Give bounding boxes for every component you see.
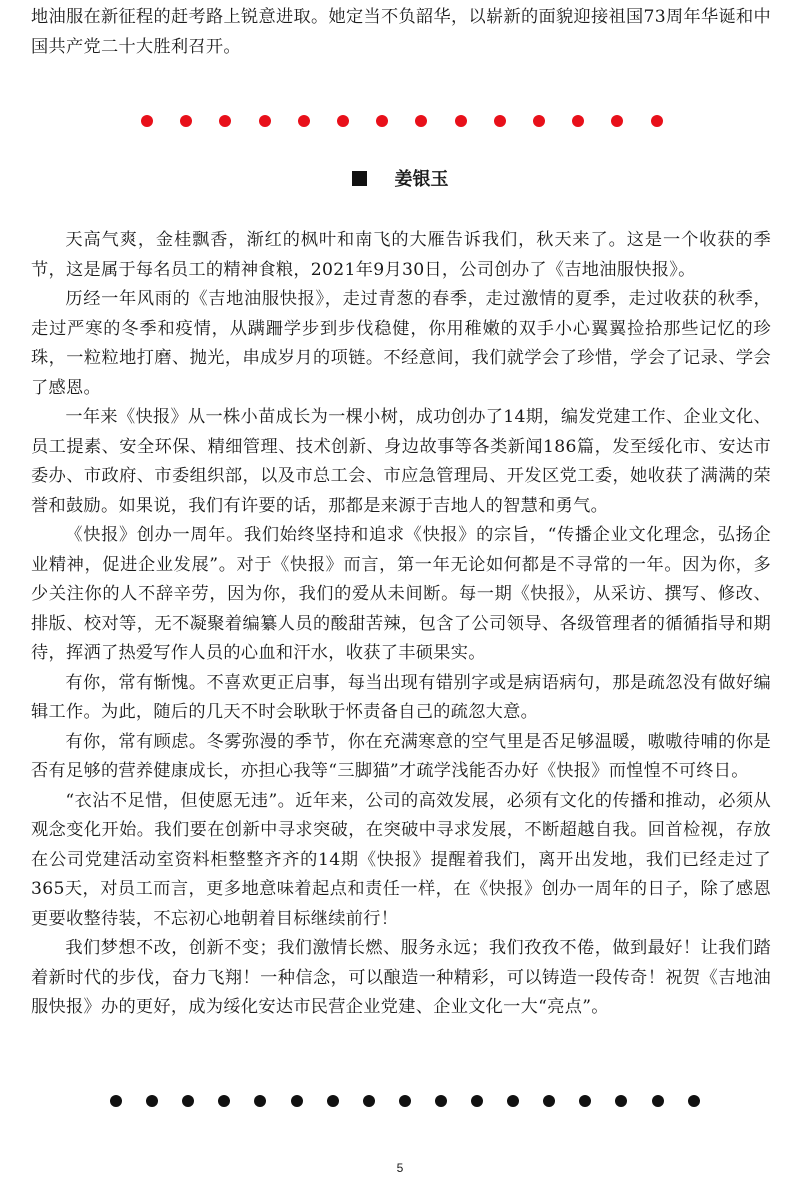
paragraph-3: 一年来《快报》从一株小苗成长为一棵小树，成功创办了14期，编发党建工作、企业文化、员工提素、安全环保、精细管理、技术创新、身边故事等各类新闻186篇，发至绥化市、安达市委办、市政府、市委组织部，以及市总工会、市应急管理局、开发区党工委，她收获了满满的荣誉和鼓励。如果说，我们有许要的话，那都是来源于吉地人的智慧和勇气。 bbox=[31, 407, 771, 516]
divider-dot-icon bbox=[494, 115, 506, 127]
author-heading bbox=[0, 166, 800, 194]
square-bullet-icon bbox=[352, 171, 367, 186]
divider-dot-icon bbox=[254, 1095, 266, 1107]
divider-top bbox=[0, 115, 800, 129]
paragraph-4: 《快报》创办一周年。我们始终坚持和追求《快报》的宗旨，“传播企业文化理念，弘扬企业精神，促进企业发展”。对于《快报》而言，第一年无论如何都是不寻常的一年。因为你，多少关注你的人不辞辛劳，因为你，我们的爱从未间断。每一期《快报》，从采访、撰写、修改、排版、校对等，无不凝聚着编纂人员的酸甜苦辣，包含了公司领导、各级管理者的循循指导和期待，挥洒了热爱写作人员的心血和汗水，收获了丰硕果实。 bbox=[31, 525, 771, 663]
divider-dot-icon bbox=[182, 1095, 194, 1107]
page-number: 5 bbox=[396, 1161, 404, 1175]
divider-dot-icon bbox=[363, 1095, 375, 1107]
article-body bbox=[0, 226, 800, 1023]
divider-dot-icon bbox=[146, 1095, 158, 1107]
author-name: 姜银玉 bbox=[394, 169, 449, 190]
paragraph-7: “衣沾不足惜，但使愿无违”。近年来，公司的高效发展，必须有文化的传播和推动，必须从观念变化开始。我们要在创新中寻求突破，在突破中寻求发展，不断超越自我。回首检视，存放在公司党建活动室资料柜整整齐齐的14期《快报》提醒着我们，离开出发地，我们已经走过了365天，对员工而言，更多地意味着起点和责任一样，在《快报》创办一周年的日子，除了感恩更要收整待装，不忘初心地朝着目标继续前行！ bbox=[31, 790, 771, 929]
divider-dot-icon bbox=[688, 1095, 700, 1107]
divider-dot-icon bbox=[218, 1095, 230, 1107]
intro-paragraph: 地油服在新征程的赶考路上锐意进取。她定当不负韶华，以崭新的面貌迎接祖国73周年华诞和中国共产党二十大胜利召开。 bbox=[31, 7, 771, 57]
divider-dot-icon bbox=[399, 1095, 411, 1107]
divider-dot-icon bbox=[327, 1095, 339, 1107]
divider-dot-icon bbox=[455, 115, 467, 127]
divider-dot-icon bbox=[337, 115, 349, 127]
divider-dot-icon bbox=[507, 1095, 519, 1107]
divider-dot-icon bbox=[611, 115, 623, 127]
divider-dot-icon bbox=[110, 1095, 122, 1107]
divider-dot-icon bbox=[579, 1095, 591, 1107]
divider-dot-icon bbox=[298, 115, 310, 127]
divider-dot-icon bbox=[141, 115, 153, 127]
paragraph-2: 历经一年风雨的《吉地油服快报》，走过青葱的春季，走过激情的夏季，走过收获的秋季，走过严寒的冬季和疫情，从蹒跚学步到步伐稳健，你用稚嫩的双手小心翼翼捡拾那些记忆的珍珠，一粒粒地打磨、抛光，串成岁月的项链。不经意间，我们就学会了珍惜，学会了记录、学会了感恩。 bbox=[31, 289, 771, 398]
paragraph-8: 我们梦想不改，创新不变；我们激情长燃、服务永远；我们孜孜不倦，做到最好！让我们踏着新时代的步伐，奋力飞翔！一种信念，可以酿造一种精彩，可以铸造一段传奇！祝贺《吉地油服快报》办的更好，成为绥化安达市民营企业党建、企业文化一大“亮点”。 bbox=[31, 938, 771, 1017]
paragraph-1: 天高气爽，金桂飘香，渐红的枫叶和南飞的大雁告诉我们，秋天来了。这是一个收获的季节，这是属于每名员工的精神食粮，2021年9月30日，公司创办了《吉地油服快报》。 bbox=[31, 230, 771, 280]
divider-dot-icon bbox=[651, 115, 663, 127]
divider-dot-icon bbox=[435, 1095, 447, 1107]
divider-bottom bbox=[0, 1095, 800, 1109]
divider-dot-icon bbox=[259, 115, 271, 127]
divider-dot-icon bbox=[615, 1095, 627, 1107]
divider-dot-icon bbox=[376, 115, 388, 127]
divider-dot-icon bbox=[219, 115, 231, 127]
divider-dot-icon bbox=[572, 115, 584, 127]
divider-dot-icon bbox=[415, 115, 427, 127]
paragraph-6: 有你，常有顾虑。冬雾弥漫的季节，你在充满寒意的空气里是否足够温暖，嗷嗷待哺的你是否有足够的营养健康成长，亦担心我等“三脚猫”才疏学浅能否办好《快报》而惶惶不可终日。 bbox=[31, 731, 771, 781]
divider-dot-icon bbox=[180, 115, 192, 127]
divider-dot-icon bbox=[533, 115, 545, 127]
divider-dot-icon bbox=[543, 1095, 555, 1107]
paragraph-5: 有你，常有惭愧。不喜欢更正启事，每当出现有错别字或是病语病句，那是疏忽没有做好编辑工作。为此，随后的几天不时会耿耿于怀责备自己的疏忽大意。 bbox=[31, 672, 771, 722]
divider-dot-icon bbox=[471, 1095, 483, 1107]
divider-dot-icon bbox=[291, 1095, 303, 1107]
divider-dot-icon bbox=[652, 1095, 664, 1107]
